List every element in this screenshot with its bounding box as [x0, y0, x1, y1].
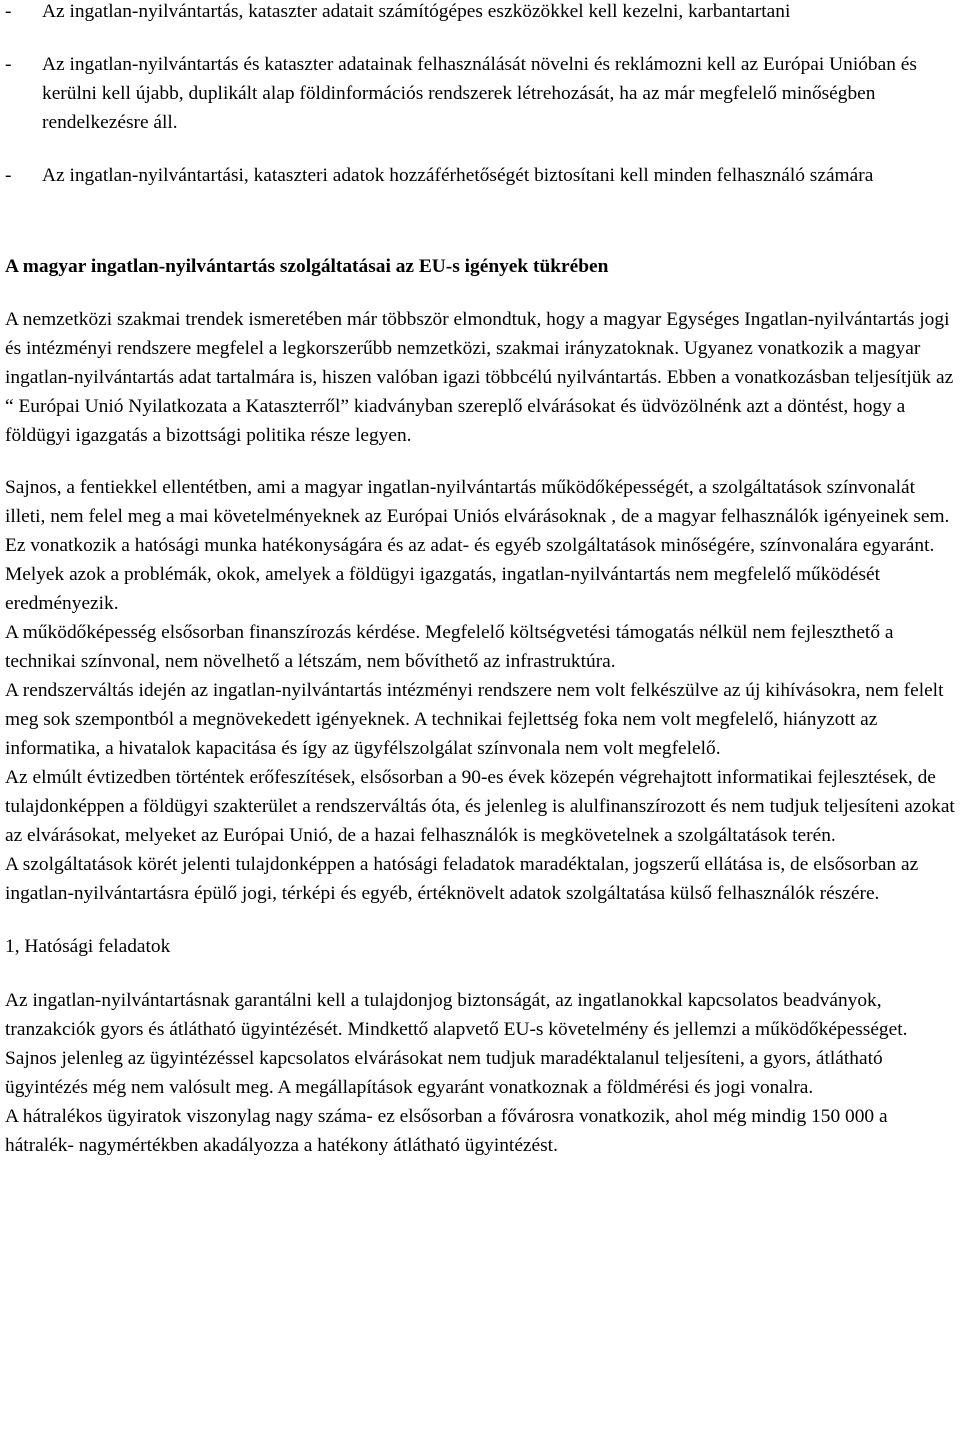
- paragraph: A hátralékos ügyiratok viszonylag nagy száma- ez elsősorban a fővárosra vonatkozik, ahol még mindig 150 000 a hátralék- nagymértékben akadályozza a hatékony átlátható ügyintézést.: [5, 1106, 888, 1156]
- list-item: [5, 0, 955, 26]
- subsection-title: 1, Hatósági feladatok: [5, 936, 171, 957]
- list-item: [5, 50, 955, 137]
- paragraph-group: [5, 986, 955, 1160]
- paragraph: A szolgáltatások körét jelenti tulajdonképpen a hatósági feladatok maradéktalan, jogszerű ellátása is, de elsősorban az ingatlan-nyilvántartásra épülő jogi, térképi és egyéb, értéknövelt adatok szolgáltatása külső felhasználók részére.: [5, 854, 919, 904]
- paragraph: Az ingatlan-nyilvántartásnak garantálni kell a tulajdonjog biztonságát, az ingatlanokkal kapcsolatos beadványok, tranzakciók gyors és átlátható ügyintézését. Mindkettő alapvető EU-s követelmény és jellemzi a működőképességet. Sajnos jelenleg az ügyintézéssel kapcsolatos elvárásokat nem tudjuk maradéktalanul teljesíteni, a gyors, átlátható ügyintézés még nem valósult meg. A megállapítások egyaránt vonatkoznak a földmérési és jogi vonalra.: [5, 990, 908, 1098]
- bullet-dash: -: [5, 165, 12, 186]
- list-item-text: Az ingatlan-nyilvántartás, kataszter adatait számítógépes eszközökkel kell kezelni, karbantartani: [42, 1, 791, 22]
- section-heading: A magyar ingatlan-nyilvántartás szolgáltatásai az EU-s igények tükrében: [5, 256, 609, 277]
- paragraph: Az elmúlt évtizedben történtek erőfeszítések, elsősorban a 90-es évek közepén végrehajtott informatikai fejlesztések, de tulajdonképpen a földügyi szakterület a rendszerváltás óta, és jelenleg is alulfinanszírozott és nem tudjuk teljesíteni azokat az elvárásokat, melyeket az Európai Unió, de a hazai felhasználók is megkövetelnek a szolgáltatások terén.: [5, 767, 955, 846]
- list-item-text: Az ingatlan-nyilvántartás és kataszter adatainak felhasználását növelni és reklámozni kell az Európai Unióban és kerülni kell újabb, duplikált alap földinformációs rendszerek létrehozását, ha az már megfelelő minőségben rendelkezésre áll.: [42, 54, 917, 133]
- paragraph: A rendszerváltás idején az ingatlan-nyilvántartás intézményi rendszere nem volt felkészülve az új kihívásokra, nem felelt meg sok szempontból a megnövekedett igényeknek. A technikai fejlettség foka nem volt megfelelő, hiányzott az informatika, a hivatalok kapacitása és így az ügyfélszolgálat színvonala nem volt megfelelő.: [5, 680, 944, 759]
- paragraph: Sajnos, a fentiekkel ellentétben, ami a magyar ingatlan-nyilvántartás működőképességét, a szolgáltatások színvonalát illeti, nem felel meg a mai követelményeknek az Európai Uniós elvárásoknak , de a magyar felhasználók igényeinek sem. Ez vonatkozik a hatósági munka hatékonyságára és az adat- és egyéb szolgáltatások minőségére, színvonalára egyaránt. Melyek azok a problémák, okok, amelyek a földügyi igazgatás, ingatlan-nyilvántartás nem megfelelő működését eredményezik.: [5, 477, 950, 614]
- bullet-dash: -: [5, 54, 12, 75]
- bullet-dash: -: [5, 1, 12, 22]
- document-page: [5, 0, 955, 1160]
- requirements-list: [5, 0, 955, 190]
- paragraph-group: [5, 473, 955, 908]
- paragraph: A nemzetközi szakmai trendek ismeretében már többször elmondtuk, hogy a magyar Egységes Ingatlan-nyilvántartás jogi és intézményi rendszere megfelel a legkorszerűbb nemzetközi, szakmai irányzatoknak. Ugyanez vonatkozik a magyar ingatlan-nyilvántartás adat tartalmára is, hiszen valóban igazi többcélú nyilvántartás. Ebben a vonatkozásban teljesítjük az “ Európai Unió Nyilatkozata a Kataszterről” kiadványban szereplő elvárásokat és üdvözölnénk azt a döntést, hogy a földügyi igazgatás a bizottsági politika része legyen.: [5, 309, 954, 446]
- list-item: [5, 161, 955, 190]
- list-item-text: Az ingatlan-nyilvántartási, kataszteri adatok hozzáférhetőségét biztosítani kell minden felhasználó számára: [42, 165, 874, 186]
- paragraph: A működőképesség elsősorban finanszírozás kérdése. Megfelelő költségvetési támogatás nélkül nem fejleszthető a technikai színvonal, nem növelhető a létszám, nem bővíthető az infrastruktúra.: [5, 622, 894, 672]
